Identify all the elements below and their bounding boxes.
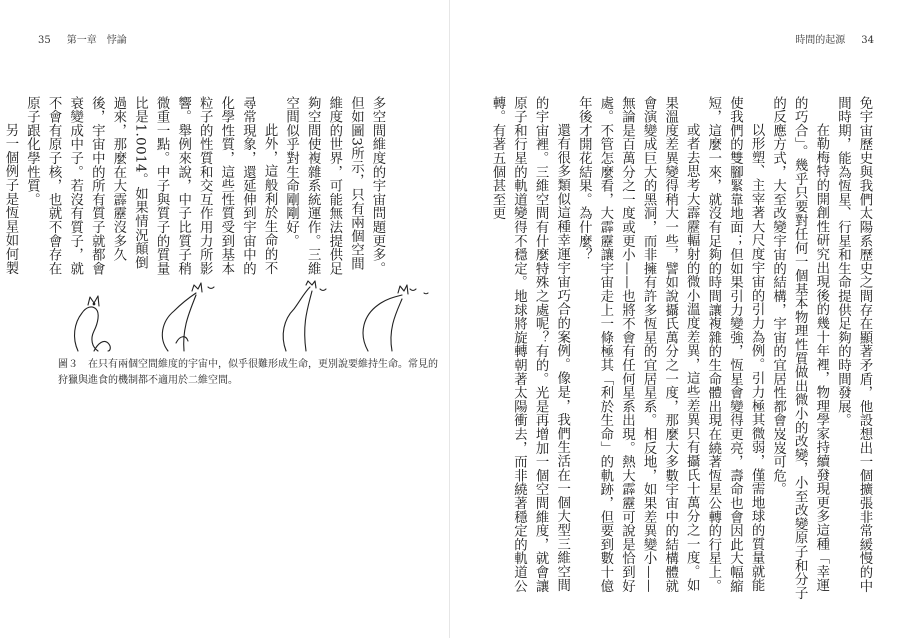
chapter-label: 第一章 <box>66 35 97 46</box>
paragraph: 免宇宙歷史與我們太陽系歷史之間存在顯著矛盾，他設想出一個擴張非常緩慢的中間時期，能為恆星、行星和生命提供足夠的時間發展。 <box>835 96 872 593</box>
right-page-number: 34 <box>861 35 874 46</box>
paragraph: 或者去思考大霹靂輻射的微小溫度差異，這些差異只有攝氏十萬分之一度。如果溫度差異變得稍大一些，譬如說攝氏萬分之一度，那麼大多數宇宙中的結構體就會演變成巨大的黑洞，而非擁有許多恆星的宜居星系。相反地，如果差異變小——無論是百萬分之一度或更小——也將不會有任何星系出現。熱大霹靂可說是恰到好處。不管怎麼看，大霹靂讓宇宙走上一條極其「利於生命」的軌跡，但要到數十億年後才開花結果。為什麼？ <box>576 96 700 593</box>
cat-figure-3 <box>283 281 326 351</box>
left-body-text <box>2 96 388 278</box>
paragraph: 多空間維度的宇宙問題更多。但如圖3所示，只有兩個空間維度的世界，可能無法提供足夠空間使複雜系統運作。三維空間似乎對生命剛剛好。 <box>283 96 385 276</box>
paragraph: 在勒梅特的開創性研究出現後的幾十年裡，物理學家持續發現更多這種「幸運的巧合」。幾乎只要對任何一個基本物理性質做出微小的改變，小至改變原子和分子的反應方式，大至改變宇宙的結構，宇宙的宜居性都會岌岌可危。 <box>770 96 829 600</box>
left-running-header <box>38 31 127 46</box>
paragraph: 還有很多類似這種幸運宇宙巧合的案例。像是，我們生活在一個大型三維空間的宇宙裡。三維空間有什麼特殊之處呢？有的。光是再增加一個空間維度，就會讓原子和行星的軌道變得不穩定。地球將旋轉朝著太陽衝去，而非繞著穩定的軌道公轉。有著五個甚至更 <box>489 96 570 593</box>
cat-figure-4 <box>363 285 428 351</box>
cat-figure-1 <box>75 296 111 351</box>
left-page-number: 35 <box>38 35 51 46</box>
right-body-text <box>489 96 875 600</box>
cat-figure-2 <box>162 283 214 351</box>
cat-chasing-prey-illustration <box>58 283 440 353</box>
right-running-header <box>795 31 874 46</box>
paragraph: 另一個例子是恆星如何製 <box>2 122 18 275</box>
chapter-title: 悖論 <box>106 35 127 46</box>
figure-caption: 圖３ 在只有兩個空間維度的宇宙中，似乎很難形成生命，更別說要維持生命。常見的狩獵與進食的機制都不適用於二維空間。 <box>58 359 438 386</box>
right-page <box>450 0 900 638</box>
book-title: 時間的起源 <box>795 35 846 46</box>
paragraph: 以形塑、主宰著大尺度宇宙的引力為例。引力極其微弱，僅需地球的質量就能使我們的雙腳緊靠地面；但如果引力變強，恆星會變得更亮，壽命也會因此大幅縮短，這麼一來，就沒有足夠的時間讓複雜的生命體出現在繞著恆星公轉的行星上。 <box>705 96 765 593</box>
paragraph: 此外，這般利於生命的不尋常現象，還延伸到宇宙中的化學性質，這些性質受到基本粒子的性質和交互作用力所影響。舉例來說，中子比質子稍微重一點。中子與質子的質量比是1.0014。如果情況顛倒過來，那麼在大霹靂沒多久後，宇宙中的所有質子就都會衰變成中子。若沒有質子，就不會有原子核，也就不會存在原子跟化學性質。 <box>24 96 278 276</box>
